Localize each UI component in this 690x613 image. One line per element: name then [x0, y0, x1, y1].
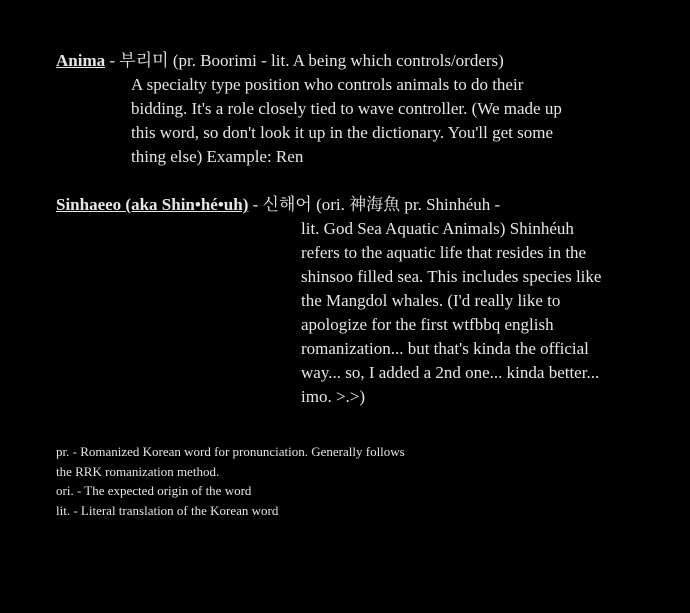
footnote-line: ori. - The expected origin of the word: [56, 483, 252, 498]
korean-word: 신해어: [262, 195, 312, 214]
definition-line: way... so, I added a 2nd one... kinda better...: [301, 363, 600, 382]
korean-word: 부리미: [119, 51, 169, 70]
term-title: Sinhaeeo (aka Shin•hé•uh): [56, 195, 249, 214]
entry-heading: [56, 49, 636, 73]
separator: -: [105, 51, 120, 70]
definition-line: apologize for the first wtfbbq english: [301, 315, 554, 334]
pronunciation-note: (ori. 神海魚 pr. Shinhéuh -: [311, 195, 501, 214]
definition-line: the Mangdol whales. (I'd really like to: [301, 291, 561, 310]
definition-line: thing else) Example: Ren: [131, 147, 304, 166]
glossary-entry-anima: [56, 49, 636, 169]
definition-line: bidding. It's a role closely tied to wave controller. (We made up: [131, 99, 562, 118]
pronunciation-note: (pr. Boorimi - lit. A being which controls/orders): [168, 51, 504, 70]
definition-line: romanization... but that's kinda the official: [301, 339, 589, 358]
definition-line: lit. God Sea Aquatic Animals) Shinhéuh: [301, 219, 574, 238]
definition-line: shinsoo filled sea. This includes species like: [301, 267, 602, 286]
definition-body: [56, 217, 656, 409]
footnote-line: lit. - Literal translation of the Korean word: [56, 502, 279, 518]
definition-line: this word, so don't look it up in the dictionary. You'll get some: [131, 123, 553, 142]
footnotes: [56, 442, 496, 520]
definition-body: [56, 73, 636, 169]
entry-heading: [56, 193, 656, 217]
footnote-line: the RRK romanization method.: [56, 463, 220, 479]
definition-line: A specialty type position who controls animals to do their: [131, 75, 524, 94]
footnote-line: pr. - Romanized Korean word for pronunciation. Generally follows: [56, 444, 405, 459]
separator: -: [248, 195, 263, 214]
definition-line: refers to the aquatic life that resides in the: [301, 243, 587, 262]
definition-line: imo. >.>): [301, 387, 366, 406]
glossary-entry-sinhaeeo: [56, 193, 656, 409]
term-title: Anima: [56, 51, 106, 70]
